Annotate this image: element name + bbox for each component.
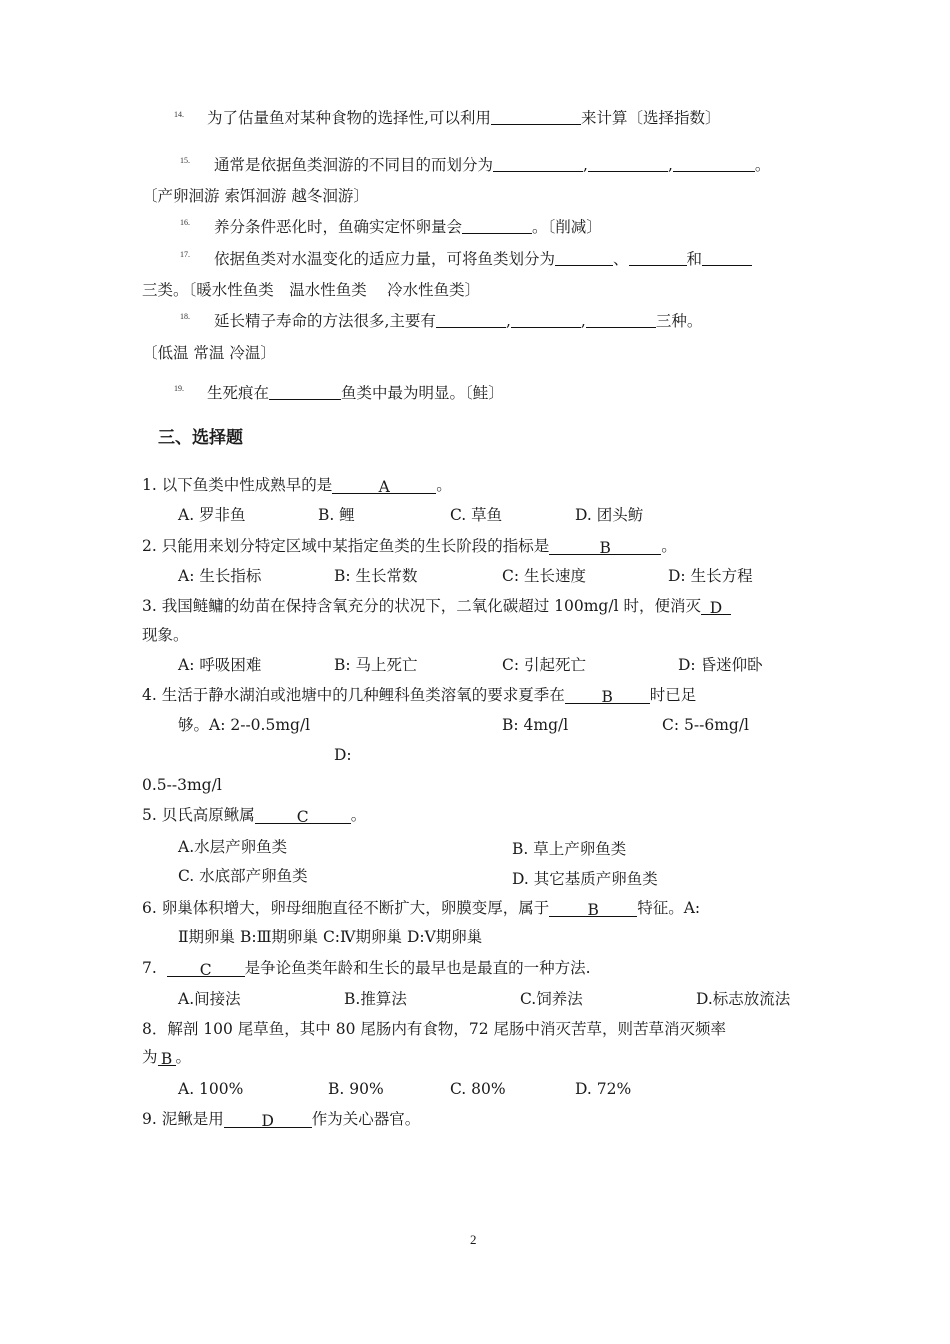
q15-blank-3 [673,155,755,172]
mc-q8-answer: B [158,1048,176,1066]
mc-q8-continuation [142,1046,191,1068]
mc-q8-option-b: B. 90% [328,1080,384,1098]
mc-q2-option-c: C: 生长速度 [502,567,587,585]
mc-q1-stem [142,474,452,496]
mc-q3-stem [142,595,731,617]
mc-q1-option-a: A. 罗非鱼 [178,506,246,524]
mc-q3-option-c: C: 引起死亡 [502,656,587,674]
mc-q8-option-a: A. 100% [178,1080,244,1098]
q18-number: 18. [180,312,190,321]
mc-q9-end: 作为关心器官。 [311,1110,421,1128]
q16-text-end: 。〔削减〕 [532,218,602,236]
mc-q5-stem [142,804,366,826]
mc-q5-end: 。 [350,806,367,824]
mc-q3-option-d: D: 昏迷仰卧 [678,656,763,674]
mc-q5-option-c: C. 水底部产卵鱼类 [178,867,308,885]
mc-q5-option-a: A.水层产卵鱼类 [178,838,288,856]
mc-q8-cont-text: 为 [142,1048,158,1066]
mc-q8-stem: 8．解剖 100 尾草鱼，其中 80 尾肠内有食物，72 尾肠中消灭苦草，则苦草消灭频率 [142,1020,727,1038]
q16-text: 养分条件恶化时，鱼确实定怀卵量会 [214,218,463,236]
mc-q3-text: 3. 我国鲢鳙的幼苗在保持含氧充分的状况下，二氧化碳超过 100mg/l 时，便消灭 [142,597,701,615]
q14-text-end: 来计算〔选择指数〕 [580,109,721,127]
mc-q7-end: 是争论鱼类年龄和生长的最早也是最直的一种方法. [244,959,591,977]
mc-q4-answer: B [565,686,650,704]
mc-q6-options: Ⅱ期卵巢 B:Ⅲ期卵巢 C:Ⅳ期卵巢 D:Ⅴ期卵巢 [178,928,483,946]
q18-sep1: , [505,312,511,330]
mc-q8-option-c: C. 80% [450,1080,506,1098]
mc-q7-option-d: D.标志放流法 [696,990,791,1008]
mc-q4-option-b: B: 4mg/l [502,716,569,734]
q18-sep2: , [580,312,586,330]
mc-q6-answer: B [549,899,637,917]
q18-text-end: 三种。 [655,312,703,330]
mc-q5-option-b: B. 草上产卵鱼类 [512,840,627,858]
q19-number: 19. [174,384,184,393]
q18-text: 延长精子寿命的方法很多,主要有 [214,312,436,330]
q18-blank-3 [586,311,656,328]
q17-blank-2 [629,249,687,266]
q17-sep1: 、 [613,250,629,268]
mc-q2-option-d: D: 生长方程 [668,567,753,585]
q17-number: 17. [180,250,190,259]
mc-q4-stem [142,684,696,706]
mc-q2-stem [142,535,677,557]
mc-q7-stem [142,957,591,979]
q18-blank-2 [511,311,581,328]
q17-line [214,248,752,270]
mc-q3-option-a: A: 呼吸困难 [178,656,262,674]
mc-q3-answer: D [701,597,731,615]
mc-q8-end: 。 [175,1048,192,1066]
mc-q4-end: 时已足 [649,686,697,704]
mc-q5-answer: C [255,806,351,824]
q17-text: 依据鱼类对水温变化的适应力量，可将鱼类划分为 [214,250,556,268]
mc-q4-option-d-value: 0.5--3mg/l [142,776,222,794]
mc-q7-answer: C [167,959,245,977]
mc-q1-answer: A [332,476,436,494]
section-title: 三、选择题 [158,428,243,448]
q17-sep2: 和 [686,250,703,268]
q15-end: 。 [754,156,771,174]
q19-text-end: 鱼类中最为明显。〔鲑〕 [341,384,504,402]
mc-q7-option-c: C.饲养法 [520,990,583,1008]
q19-line [207,382,504,404]
mc-q2-option-b: B: 生长常数 [334,567,418,585]
q14-text: 为了估量鱼对某种食物的选择性,可以利用 [207,109,491,127]
q18-line [214,310,702,332]
mc-q3-option-b: B: 马上死亡 [334,656,418,674]
mc-q3-continuation: 现象。 [142,626,189,644]
q17-blank-1 [555,249,613,266]
page-number: 2 [470,1232,477,1247]
mc-q7-number: 7. [142,959,157,977]
mc-q5-option-d: D. 其它基质产卵鱼类 [512,870,658,888]
mc-q9-text: 9. 泥鳅是用 [142,1110,224,1128]
q17-continuation: 三类。〔暖水性鱼类 温水性鱼类 冷水性鱼类〕 [142,281,481,299]
q15-blank-2 [588,155,668,172]
q14-number: 14. [174,110,184,119]
mc-q2-text: 2. 只能用来划分特定区域中某指定鱼类的生长阶段的指标是 [142,537,550,555]
q15-number: 15. [180,156,190,165]
q14-line [207,107,720,129]
mc-q7-option-b: B.推算法 [344,990,407,1008]
mc-q6-end: 特征。A: [637,899,701,917]
q15-sep2: , [667,156,673,174]
q14-blank [491,108,581,125]
mc-q2-answer: B [549,537,661,555]
mc-q1-text: 1. 以下鱼类中性成熟早的是 [142,476,333,494]
mc-q7-option-a: A.间接法 [178,990,241,1008]
q18-answer: 〔低温 常温 冷温〕 [142,344,276,362]
mc-q4-option-c: C: 5--6mg/l [662,716,750,734]
mc-q1-end: 。 [436,476,452,494]
mc-q5-text: 5. 贝氏高原鳅属 [142,806,255,824]
q15-line [214,154,770,176]
q15-sep1: , [583,156,588,174]
q16-blank [462,217,532,234]
q19-blank [269,383,341,400]
mc-q2-end: 。 [661,537,677,555]
q18-blank-1 [436,311,506,328]
mc-q8-option-d: D. 72% [575,1080,632,1098]
mc-q4-text: 4. 生活于静水湖泊或池塘中的几种鲤科鱼类溶氧的要求夏季在 [142,686,565,704]
q15-answer: 〔产卵洄游 索饵洄游 越冬洄游〕 [142,187,369,205]
mc-q6-stem [142,897,700,919]
q15-text: 通常是依据鱼类洄游的不同目的而划分为 [214,156,494,174]
q15-blank-1 [493,155,583,172]
q17-blank-3 [702,249,752,266]
mc-q9-stem [142,1108,420,1130]
mc-q1-option-c: C. 草鱼 [450,506,503,524]
mc-q4-option-a: 够。A: 2--0.5mg/l [178,716,311,734]
q16-line [214,216,602,238]
mc-q6-text: 6. 卵巢体积增大，卵母细胞直径不断扩大，卵膜变厚，属于 [142,899,550,917]
mc-q2-option-a: A: 生长指标 [178,567,262,585]
mc-q4-option-d-label: D: [334,746,352,764]
mc-q1-option-d: D. 团头鲂 [575,506,644,524]
mc-q9-answer: D [224,1110,312,1128]
q16-number: 16. [180,218,190,227]
mc-q1-option-b: B. 鲤 [318,506,355,524]
q19-text: 生死痕在 [207,384,270,402]
